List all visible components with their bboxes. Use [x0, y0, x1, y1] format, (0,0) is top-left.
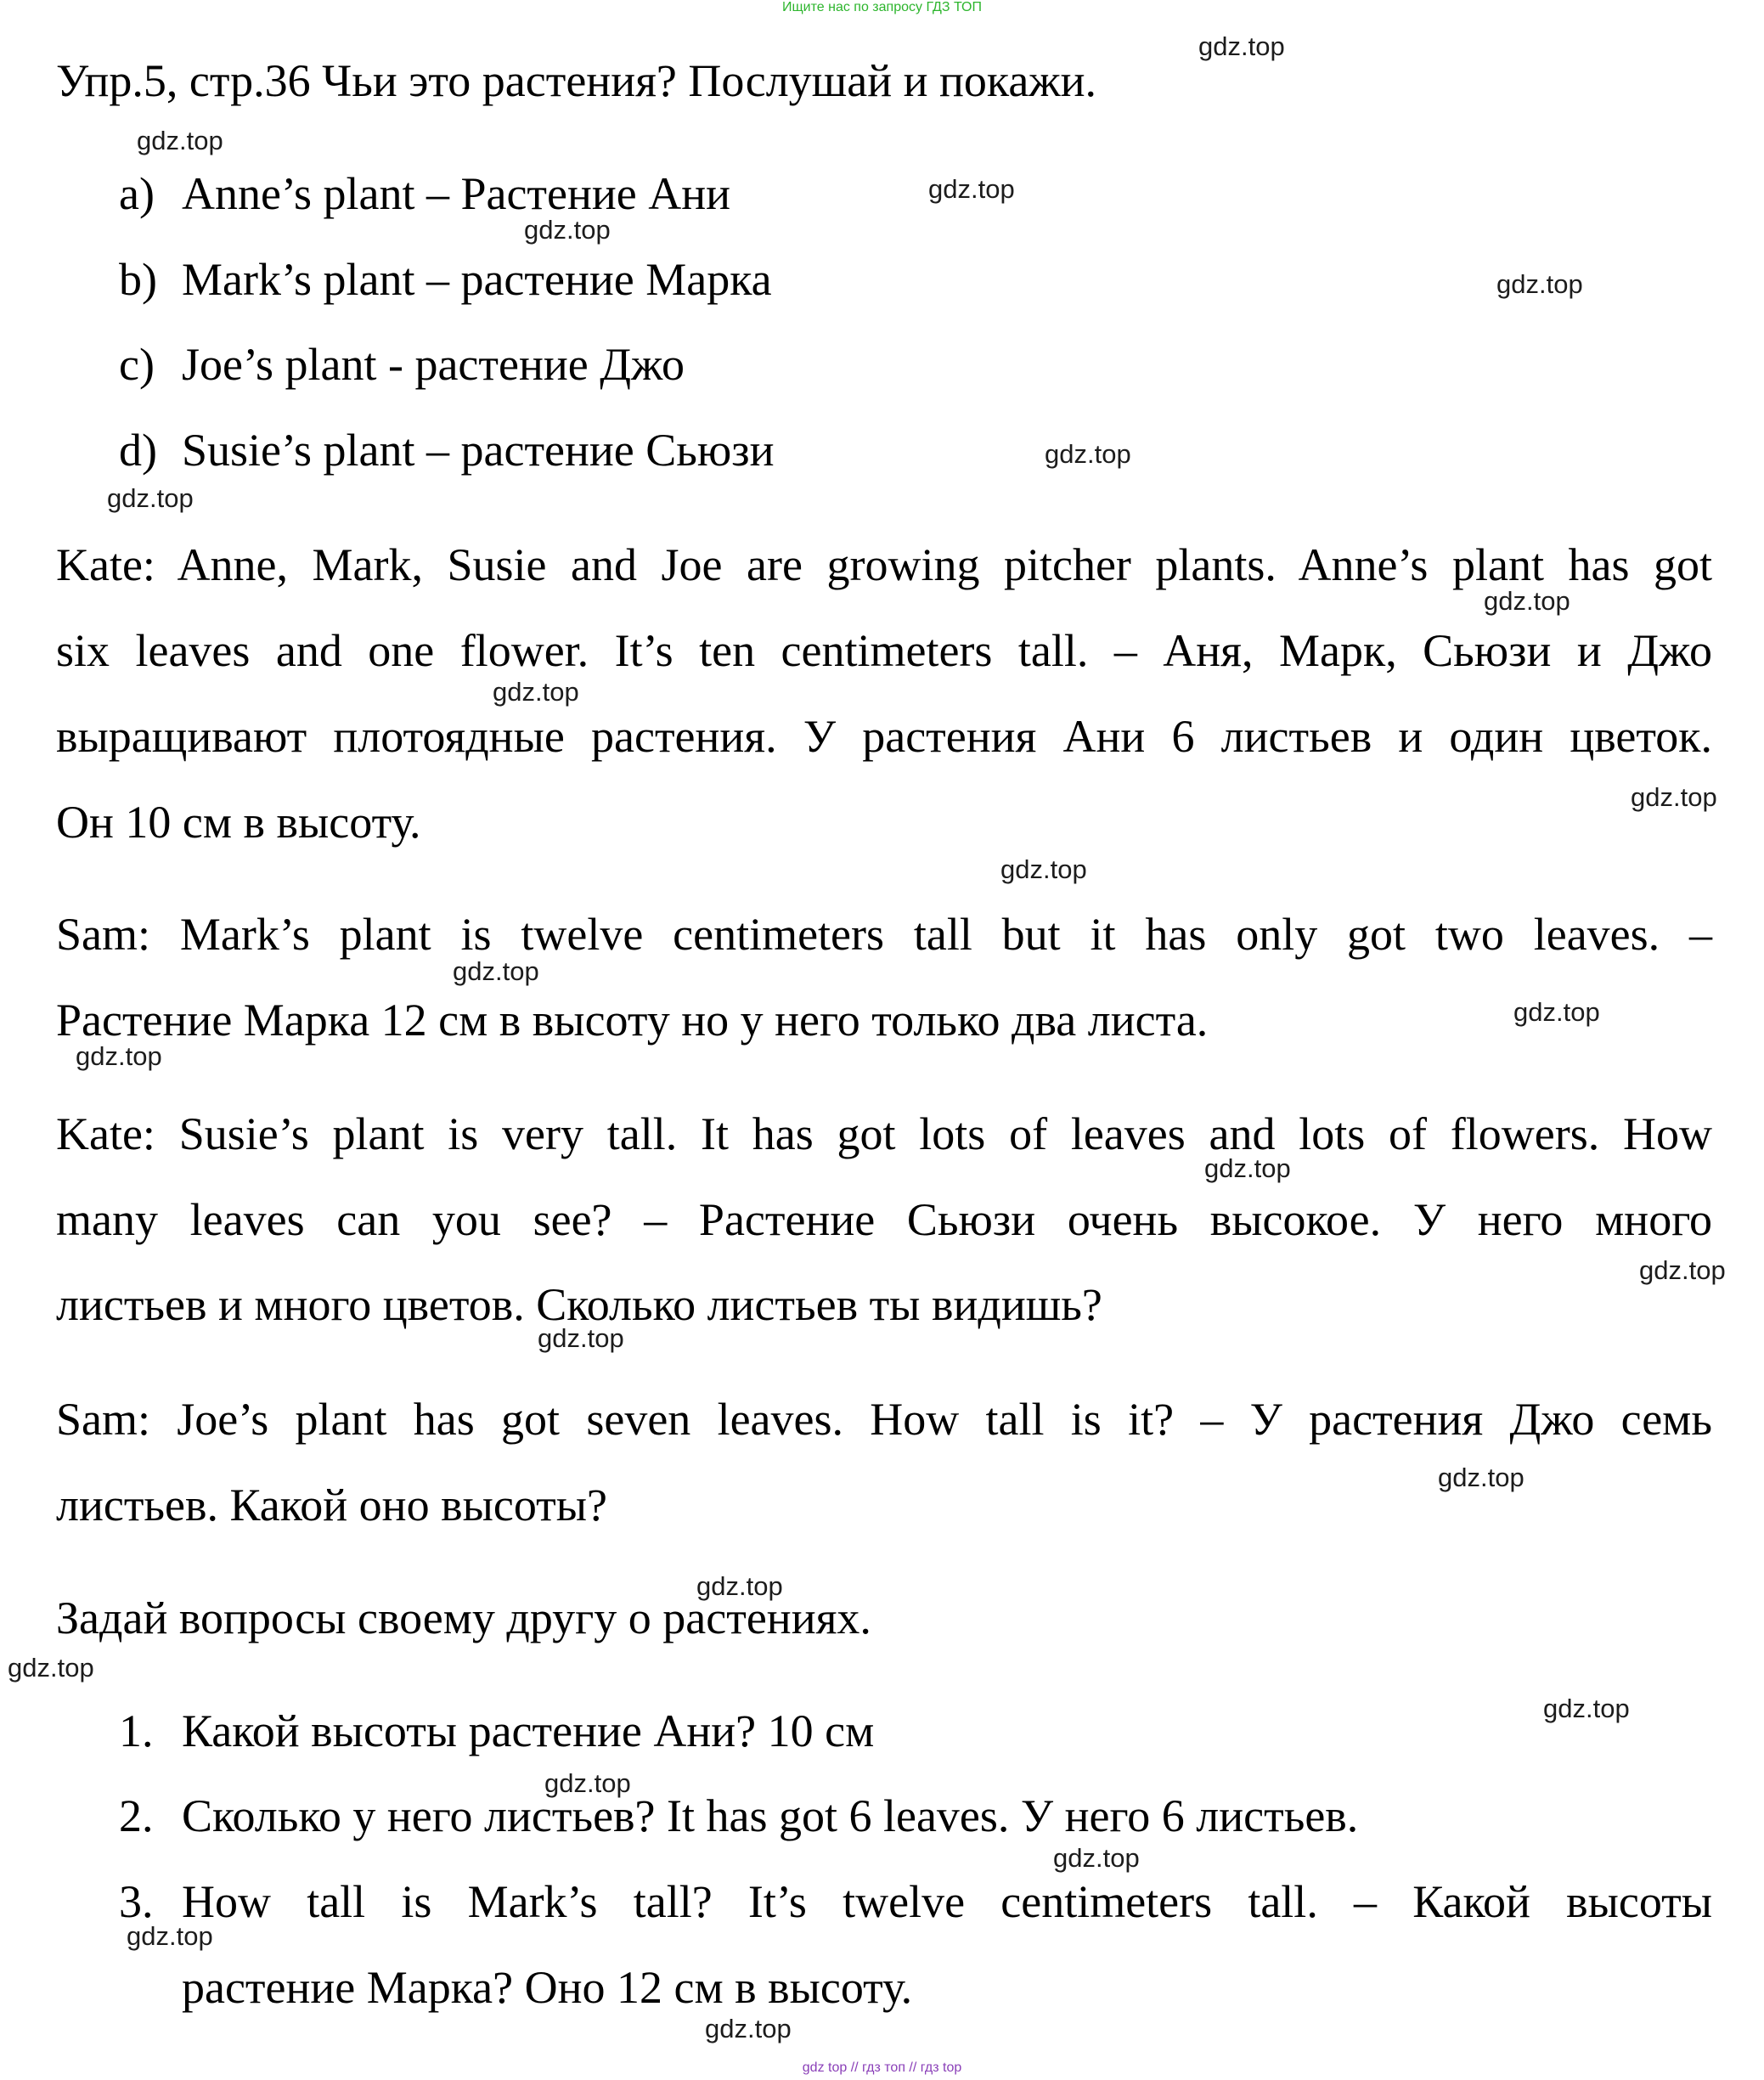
- exercise-title: Упр.5, стр.36 Чьи это растения? Послушай и покажи.: [56, 55, 1096, 106]
- watermark-text: gdz.top: [538, 1323, 624, 1353]
- list-item-text: How tall is Mark’s tall? It’s twelve centimeters tall. – Какой высоты: [182, 1876, 1712, 1927]
- paragraph-line: Растение Марка 12 см в высоту но у него только два листа.: [56, 995, 1209, 1046]
- watermark-text: gdz.top: [127, 1921, 213, 1951]
- task-title: Задай вопросы своему другу о растениях.: [56, 1592, 871, 1643]
- footer: gdz top // гдз топ // гдз top: [802, 2060, 962, 2075]
- list-marker: 2.: [119, 1790, 154, 1841]
- paragraph-line: Он 10 см в высоту.: [56, 797, 421, 848]
- list-item: [119, 1786, 1358, 1846]
- paragraph-line: many leaves can you see? – Растение Сьюзи очень высокое. У него много: [56, 1194, 1712, 1245]
- paragraph-line: Sam: Joe’s plant has got seven leaves. How tall is it? – У растения Джо семь: [56, 1394, 1712, 1445]
- watermark-text: gdz.top: [928, 174, 1015, 204]
- paragraph-line: Kate: Susie’s plant is very tall. It has got lots of leaves and lots of flowers. How: [56, 1108, 1712, 1159]
- list-item-text: Susie’s plant – растение Сьюзи: [182, 425, 775, 476]
- watermark-text: gdz.top: [705, 2014, 792, 2043]
- list-item: [119, 164, 730, 223]
- watermark-text: gdz.top: [107, 483, 194, 513]
- list-marker: a): [119, 168, 155, 219]
- watermark-text: gdz.top: [493, 677, 579, 707]
- watermark-text: gdz.top: [524, 215, 611, 245]
- top-banner: Ищите нас по запросу ГДЗ ТОП: [782, 0, 982, 14]
- paragraph-line: Sam: Mark’s plant is twelve centimeters tall but it has only got two leaves. –: [56, 909, 1712, 960]
- watermark-text: gdz.top: [1631, 782, 1717, 812]
- watermark-text: gdz.top: [1496, 269, 1583, 299]
- paragraph-line: выращивают плотоядные растения. У растения Ани 6 листьев и один цветок.: [56, 711, 1712, 762]
- list-marker: 1.: [119, 1705, 154, 1756]
- paragraph-line: six leaves and one flower. It’s ten centimeters tall. – Аня, Марк, Сьюзи и Джо: [56, 625, 1712, 676]
- watermark-text: gdz.top: [1045, 439, 1131, 469]
- list-item-text: Mark’s plant – растение Марка: [182, 254, 772, 305]
- watermark-text: gdz.top: [1513, 997, 1600, 1027]
- list-marker: d): [119, 425, 157, 476]
- list-item-text: Сколько у него листьев? It has got 6 leaves. У него 6 листьев.: [182, 1790, 1359, 1841]
- list-item: [119, 250, 772, 309]
- watermark-text: gdz.top: [137, 126, 223, 155]
- list-item-text: Anne’s plant – Растение Ани: [182, 168, 731, 219]
- list-item: [119, 420, 775, 480]
- watermark-text: gdz.top: [1484, 586, 1570, 616]
- list-item: [119, 335, 685, 394]
- list-item: [119, 1701, 874, 1761]
- watermark-text: gdz.top: [1000, 854, 1087, 884]
- list-item-text: растение Марка? Оно 12 см в высоту.: [182, 1962, 913, 2013]
- watermark-text: gdz.top: [76, 1041, 162, 1071]
- list-item-text: Какой высоты растение Ани? 10 см: [182, 1705, 875, 1756]
- list-marker: c): [119, 339, 155, 390]
- list-marker: 3.: [119, 1876, 154, 1927]
- list-item-text: Joe’s plant - растение Джо: [182, 339, 685, 390]
- list-marker: b): [119, 254, 157, 305]
- watermark-text: gdz.top: [544, 1768, 631, 1798]
- watermark-text: gdz.top: [8, 1653, 94, 1683]
- watermark-text: gdz.top: [1204, 1153, 1291, 1183]
- watermark-text: gdz.top: [1198, 31, 1285, 61]
- paragraph-line: Kate: Anne, Mark, Susie and Joe are growing pitcher plants. Anne’s plant has got: [56, 539, 1712, 590]
- watermark-text: gdz.top: [1053, 1843, 1140, 1873]
- watermark-text: gdz.top: [1438, 1463, 1524, 1492]
- watermark-text: gdz.top: [696, 1571, 783, 1601]
- paragraph-line: листьев и много цветов. Сколько листьев ты видишь?: [56, 1279, 1102, 1330]
- watermark-text: gdz.top: [1543, 1694, 1630, 1723]
- paragraph-line: листьев. Какой оно высоты?: [56, 1480, 607, 1530]
- watermark-text: gdz.top: [453, 956, 539, 986]
- watermark-text: gdz.top: [1639, 1255, 1726, 1285]
